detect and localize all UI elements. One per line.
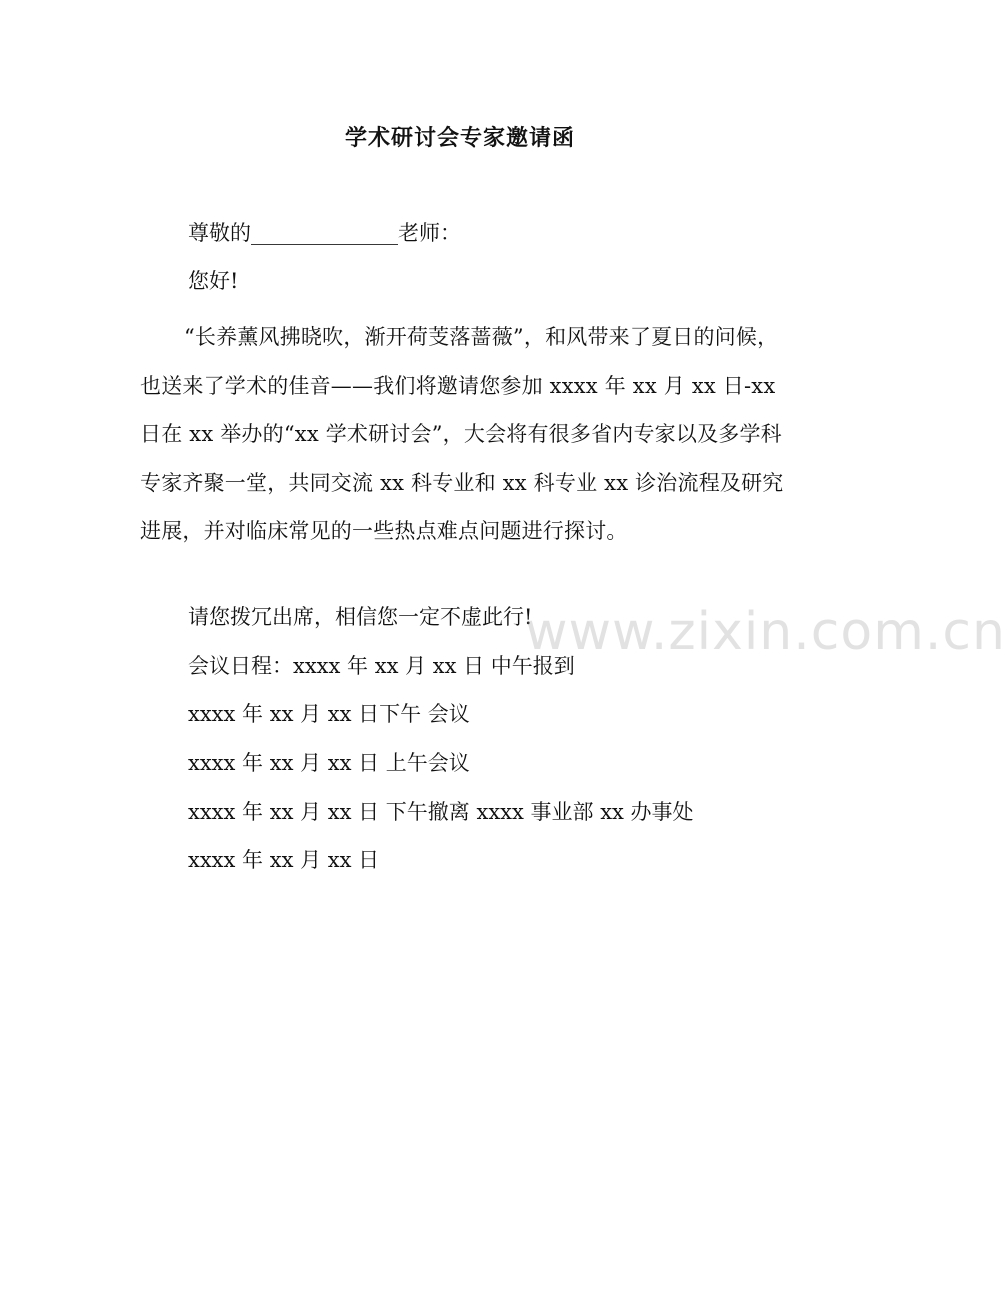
greeting: 您好!	[188, 269, 239, 293]
schedule-line: xxxx 年 xx 月 xx 日下午 会议	[188, 702, 470, 726]
invite-line: 请您拨冗出席，相信您一定不虚此行!	[188, 605, 533, 629]
document-title: 学术研讨会专家邀请函	[344, 125, 575, 151]
watermark: www.zixin.com.cn	[525, 602, 1006, 662]
schedule-line: xxxx 年 xx 月 xx 日	[188, 848, 380, 872]
schedule-line: xxxx 年 xx 月 xx 日 上午会议	[188, 751, 470, 775]
salutation: 尊敬的______________老师：	[188, 221, 461, 245]
schedule-line: 会议日程：xxxx 年 xx 月 xx 日 中午报到	[188, 654, 575, 678]
schedule-line: xxxx 年 xx 月 xx 日 下午撤离 xxxx 事业部 xx 办事处	[188, 800, 694, 824]
body-paragraph: “长养薰风拂晓吹，渐开荷芰落蔷薇”，和风带来了夏日的问候，也送来了学术的佳音——我们将邀请您参加 xxxx 年 xx 月 xx 日-xx 日在 xx 举办的“xx 学术研讨会”，大会将有很多省内专家以及多学科专家齐聚一堂，共同交流 xx 科专业和 xx 科专业 xx 诊治流程及研究进展，并对临床常见的一些热点难点问题进行探讨。	[140, 325, 784, 543]
